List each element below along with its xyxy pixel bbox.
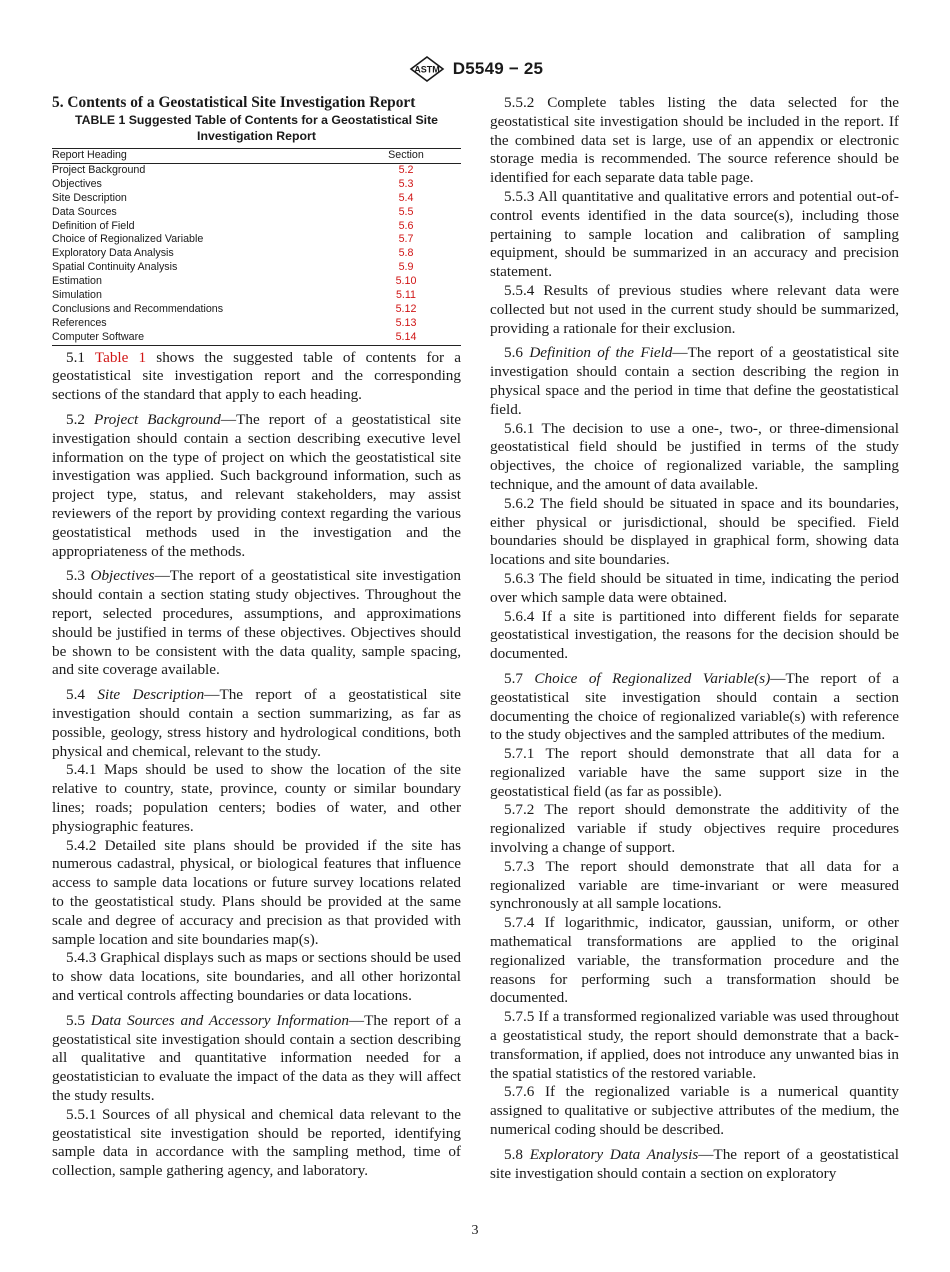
table-header-heading: Report Heading	[52, 149, 351, 164]
heading-data-sources: Data Sources and Accessory Information	[90, 1011, 349, 1029]
logo-text: ASTM	[414, 64, 440, 75]
heading-definition-of-field: Definition of the Field	[529, 344, 673, 362]
table-row	[52, 178, 461, 192]
table-row	[52, 275, 461, 289]
heading-choice-of-regionalized-variable: Choice of Regionalized Variable(s)	[534, 669, 771, 687]
paragraph-5-5-2: 5.5.2 Complete tables listing the data selected for the geostatistical site investigation should be included in the report. If the combined data set is large, use of an appendix or electronic storage media is recommended. The source reference should be identified for each separate data table page.	[490, 94, 899, 187]
left-column	[52, 94, 461, 1181]
table-row	[52, 163, 461, 177]
section-title: 5. Contents of a Geostatistical Site Investigation Report	[52, 94, 416, 111]
table-row	[52, 289, 461, 303]
row-section-link[interactable]: 5.9	[398, 261, 414, 274]
table-row	[52, 261, 461, 275]
table-row	[52, 247, 461, 261]
row-section-link[interactable]: 5.3	[398, 177, 414, 190]
heading-exploratory-data-analysis: Exploratory Data Analysis	[529, 1145, 699, 1163]
row-heading: Choice of Regionalized Variable	[52, 233, 204, 246]
paragraph-5-7: 5.7 Choice of Regionalized Variable(s)—The report of a geostatistical site investigation should contain a section documenting the choice of regionalized variable(s) with reference to the study objectives and the sampled attributes of the medium.	[490, 669, 899, 744]
row-heading: Site Description	[52, 191, 127, 204]
paragraph-5-1: 5.1 Table 1 shows the suggested table of contents for a geostatistical site investigation report and the corresponding sections of the standard that apply to each heading.	[52, 348, 462, 404]
row-heading: Estimation	[52, 275, 102, 288]
paragraph-5-5: 5.5 Data Sources and Accessory Information—The report of a geostatistical site investigation should contain a section describing all qualitative and quantitative information needed for a geostatistician to evaluate the impact of the data as they will affect the study results.	[52, 1011, 462, 1104]
paragraph-5-2: 5.2 Project Background—The report of a geostatistical site investigation should contain a section describing executive level information on the type of project on which the geostatistical site investigation was applied. Such background information, such as project type, status, and relevant stakeholders, may assist reviewers of the report by providing context regarding the various geostatistical methods used in the investigation and the appropriateness of the methods.	[52, 411, 461, 560]
paragraph-5-7-2: 5.7.2 The report should demonstrate the additivity of the regionalized variable if study objectives require procedures involving a change of support.	[490, 801, 899, 857]
row-section-link[interactable]: 5.8	[398, 247, 414, 260]
paragraph-5-6-4: 5.6.4 If a site is partitioned into different fields for separate geostatistical investigation, the reasons for the decision should be documented.	[490, 607, 899, 663]
paragraph-5-7-1: 5.7.1 The report should demonstrate that all data for a regionalized variable have the same support size in the geostatistical field (as far as possible).	[490, 745, 899, 800]
row-section-link[interactable]: 5.12	[395, 302, 417, 315]
row-section-link[interactable]: 5.7	[398, 233, 414, 246]
paragraph-5-6-1: 5.6.1 The decision to use a one-, two-, or three-dimensional geostatistical field should be justified in terms of the study objectives, the choice of regionalized variable, the sampling technique, and the amount of data available.	[490, 419, 899, 493]
row-heading: References	[52, 316, 107, 329]
table-row	[52, 303, 461, 317]
right-column	[490, 94, 899, 1183]
paragraph-5-4-1: 5.4.1 Maps should be used to show the location of the site relative to country, state, province, county or similar boundary lines; roads; population centers; bodies of water, and other physiographic features.	[52, 761, 461, 835]
table-row	[52, 233, 461, 247]
paragraph-5-7-3: 5.7.3 The report should demonstrate that all data for a regionalized variable are time-invariant or were measured synchronously at all sample locations.	[490, 857, 899, 913]
table-title: TABLE 1 Suggested Table of Contents for a Geostatistical Site Investigation Report	[74, 113, 439, 143]
row-section-link[interactable]: 5.5	[398, 205, 414, 218]
paragraph-5-7-5: 5.7.5 If a transformed regionalized variable was used throughout a geostatistical study, the report should demonstrate that a back-transformation, if applied, does not introduce any unwanted bias in the spatial statistics of the restored variable.	[490, 1008, 899, 1082]
paragraph-5-5-4: 5.5.4 Results of previous studies where relevant data were collected but not used in the current study should be summarized, providing a rationale for their exclusion.	[490, 281, 899, 337]
table-row	[52, 331, 461, 345]
paragraph-5-6: 5.6 Definition of the Field—The report of a geostatistical site investigation should contain a section describing the region in physical space and the period in time that define the geostatistical field.	[490, 344, 899, 418]
row-heading: Conclusions and Recommendations	[52, 302, 224, 315]
table-row	[52, 192, 461, 206]
table-row	[52, 206, 461, 220]
contents-table-body	[52, 163, 461, 345]
row-heading: Spatial Continuity Analysis	[52, 261, 178, 274]
contents-table	[52, 148, 461, 346]
row-heading: Objectives	[52, 177, 102, 190]
document-designation: D5549 − 25	[452, 59, 544, 78]
paragraph-5-7-4: 5.7.4 If logarithmic, indicator, gaussian, uniform, or other mathematical transformations are applied to the original regionalized variable, the transformation procedure and the reasons for performing such a transformation should be documented.	[490, 914, 899, 1007]
row-heading: Data Sources	[52, 205, 117, 218]
row-section-link[interactable]: 5.14	[351, 331, 461, 345]
paragraph-5-8: 5.8 Exploratory Data Analysis—The report of a geostatistical site investigation should contain a section on exploratory	[490, 1145, 900, 1182]
page-number: 3	[471, 1223, 479, 1238]
row-heading: Definition of Field	[52, 219, 135, 232]
paragraph-5-6-2: 5.6.2 The field should be situated in space and its boundaries, either physical or jurisdictional, should be specified. Field boundaries should be displayed in graphical form, showing data locations and site boundaries.	[490, 494, 899, 569]
row-section-link[interactable]: 5.13	[395, 316, 417, 329]
row-section-link[interactable]: 5.11	[395, 289, 416, 302]
row-section-link[interactable]: 5.4	[398, 191, 414, 204]
table-1-link[interactable]: Table 1	[94, 348, 147, 366]
heading-site-description: Site Description	[97, 686, 205, 704]
paragraph-5-4-3: 5.4.3 Graphical displays such as maps or sections should be used to show data locations, site boundaries, and all other horizontal and vertical controls affecting boundaries or data locations.	[52, 949, 461, 1004]
table-header-section: Section	[351, 149, 461, 164]
paragraph-5-5-1: 5.5.1 Sources of all physical and chemical data relevant to the geostatistical site investigation should be reported, identifying sample data in accordance with the sampling method, time of collection, sample gathering agency, and laboratory.	[52, 1105, 461, 1180]
paragraph-5-7-6: 5.7.6 If the regionalized variable is a numerical quantity assigned to qualitative or subjective attributes of the medium, the numerical coding should be described.	[490, 1083, 899, 1139]
paragraph-5-6-3: 5.6.3 The field should be situated in time, indicating the period over which sample data were obtained.	[490, 569, 899, 606]
row-section-link[interactable]: 5.6	[398, 219, 414, 232]
table-row	[52, 317, 461, 331]
row-heading: Computer Software	[52, 331, 351, 345]
row-heading: Exploratory Data Analysis	[52, 247, 174, 260]
paragraph-5-3: 5.3 Objectives—The report of a geostatistical site investigation should contain a section stating study objectives. Throughout the report, selected procedures, assumptions, and approximations should be justified in terms of these objectives. Objectives should be shown to be consistent with the data quality, sample spacing, and site coverage available.	[52, 567, 461, 679]
heading-project-background: Project Background	[94, 411, 221, 429]
paragraph-5-4-2: 5.4.2 Detailed site plans should be provided if the site has numerous cadastral, physical, or biological features that influence access to sample data locations or future survey locations related to the geostatistical study. Plans should be provided at the same scale and degree of accuracy and precision as that provided with sample location and site boundaries map(s).	[52, 836, 461, 948]
heading-objectives: Objectives	[90, 567, 155, 585]
astm-logo-icon	[407, 56, 447, 82]
row-section-link[interactable]: 5.10	[395, 275, 417, 288]
row-heading: Project Background	[52, 163, 146, 176]
table-row	[52, 220, 461, 234]
row-heading: Simulation	[52, 289, 102, 302]
paragraph-5-4: 5.4 Site Description—The report of a geostatistical site investigation should contain a section summarizing, as far as possible, geology, stress history and hydrological conditions, both physical and chemical, relevant to the study.	[52, 686, 462, 760]
row-section-link[interactable]: 5.2	[398, 163, 414, 176]
page-header	[0, 56, 950, 82]
paragraph-5-5-3: 5.5.3 All quantitative and qualitative errors and potential out-of-control events identified in the data source(s), including those pertaining to sample location and calibration of sampling equipment, should be summarized in an accuracy and precision statement.	[490, 187, 899, 281]
